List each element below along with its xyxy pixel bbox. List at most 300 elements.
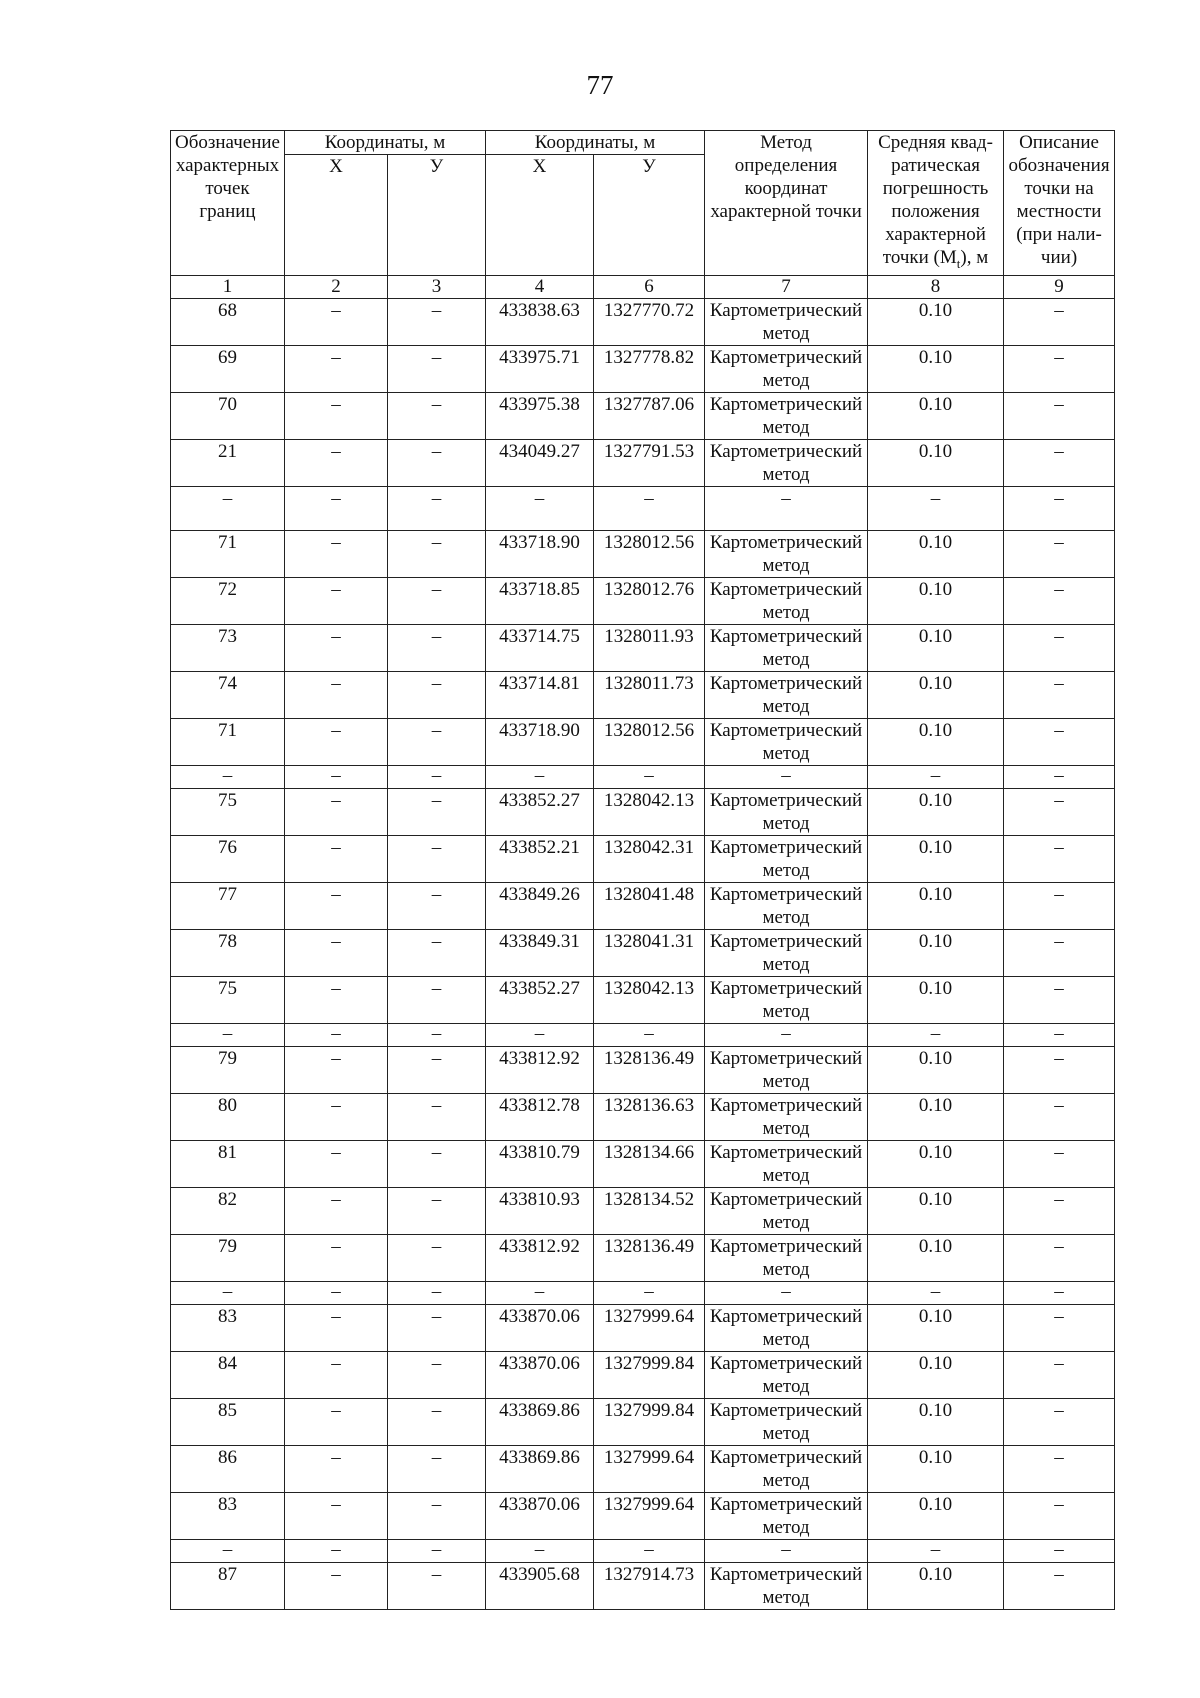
x1-cell: – (285, 486, 388, 530)
description-cell: – (1004, 765, 1115, 788)
point-number-cell: – (171, 486, 285, 530)
description-cell: – (1004, 1023, 1115, 1046)
x1-cell: – (285, 1539, 388, 1562)
x-coordinate-cell: 433838.63 (486, 298, 594, 345)
description-cell: – (1004, 1492, 1115, 1539)
description-cell: – (1004, 718, 1115, 765)
point-number-cell: 83 (171, 1304, 285, 1351)
table-row (171, 718, 1115, 765)
method-line: метод (762, 1000, 810, 1022)
method-line: метод (762, 1375, 810, 1397)
method-line: метод (762, 742, 810, 764)
header-description: Описание обозначения точки на местности (при нали- чии) (1004, 131, 1115, 276)
method-line: метод (762, 953, 810, 975)
accuracy-cell: 0.10 (868, 1140, 1004, 1187)
accuracy-cell: 0.10 (868, 298, 1004, 345)
y1-cell: – (388, 577, 486, 624)
description-cell: – (1004, 882, 1115, 929)
method-line: метод (762, 1586, 810, 1608)
point-number-cell: 79 (171, 1046, 285, 1093)
point-number-cell: – (171, 1281, 285, 1304)
y-coordinate-cell: 1327787.06 (594, 392, 705, 439)
point-number-cell: 75 (171, 976, 285, 1023)
y1-cell: – (388, 1023, 486, 1046)
method-line: Картометрический (709, 531, 863, 553)
x1-cell: – (285, 1398, 388, 1445)
header-x-1: Х (285, 155, 388, 276)
description-cell: – (1004, 439, 1115, 486)
description-cell: – (1004, 577, 1115, 624)
x-coordinate-cell: – (486, 765, 594, 788)
method-line: метод (762, 906, 810, 928)
y-coordinate-cell: 1327999.64 (594, 1445, 705, 1492)
x1-cell: – (285, 530, 388, 577)
accuracy-cell: – (868, 1539, 1004, 1562)
table-row (171, 1093, 1115, 1140)
y-coordinate-cell: 1328011.73 (594, 671, 705, 718)
y-coordinate-cell: 1328136.49 (594, 1234, 705, 1281)
x-coordinate-cell: 433975.38 (486, 392, 594, 439)
column-number: 6 (594, 275, 705, 298)
header-x-2: Х (486, 155, 594, 276)
method-line: Картометрический (709, 1399, 863, 1421)
method-cell (705, 345, 868, 392)
description-cell: – (1004, 298, 1115, 345)
column-number: 3 (388, 275, 486, 298)
point-number-cell: 70 (171, 392, 285, 439)
separator-row (171, 765, 1115, 788)
y1-cell: – (388, 1351, 486, 1398)
method-cell (705, 882, 868, 929)
table-body (171, 298, 1115, 1609)
point-number-cell: 69 (171, 345, 285, 392)
accuracy-cell: 0.10 (868, 1046, 1004, 1093)
x-coordinate-cell: 433810.93 (486, 1187, 594, 1234)
description-cell: – (1004, 392, 1115, 439)
x-coordinate-cell: 433870.06 (486, 1351, 594, 1398)
table-row (171, 298, 1115, 345)
y1-cell: – (388, 1492, 486, 1539)
method-line: Картометрический (709, 672, 863, 694)
point-number-cell: 79 (171, 1234, 285, 1281)
x1-cell: – (285, 1234, 388, 1281)
y1-cell: – (388, 345, 486, 392)
method-cell (705, 1351, 868, 1398)
point-number-cell: 86 (171, 1445, 285, 1492)
y-coordinate-cell: 1328012.76 (594, 577, 705, 624)
x-coordinate-cell: 434049.27 (486, 439, 594, 486)
y-coordinate-cell: 1328012.56 (594, 718, 705, 765)
x1-cell: – (285, 624, 388, 671)
table-row (171, 577, 1115, 624)
y1-cell: – (388, 1234, 486, 1281)
column-number: 9 (1004, 275, 1115, 298)
y-coordinate-cell: 1328042.31 (594, 835, 705, 882)
y-coordinate-cell: 1327914.73 (594, 1562, 705, 1609)
method-cell (705, 671, 868, 718)
column-number: 4 (486, 275, 594, 298)
y1-cell: – (388, 439, 486, 486)
x-coordinate-cell: 433812.92 (486, 1234, 594, 1281)
table-row (171, 392, 1115, 439)
method-line: Картометрический (709, 836, 863, 858)
y1-cell: – (388, 976, 486, 1023)
method-line: метод (762, 416, 810, 438)
method-cell (705, 624, 868, 671)
y-coordinate-cell: – (594, 1281, 705, 1304)
method-line: Картометрический (709, 346, 863, 368)
accuracy-cell: – (868, 765, 1004, 788)
table-row (171, 1187, 1115, 1234)
accuracy-cell: 0.10 (868, 1187, 1004, 1234)
table-row (171, 788, 1115, 835)
point-number-cell: 77 (171, 882, 285, 929)
header-accuracy: Средняя квад- ратическая погрешность положения характерной точки $(M_t)$, м (868, 131, 1004, 276)
point-number-cell: 21 (171, 439, 285, 486)
x1-cell: – (285, 1562, 388, 1609)
method-cell (705, 1445, 868, 1492)
method-line: метод (762, 1469, 810, 1491)
accuracy-cell: 0.10 (868, 718, 1004, 765)
method-cell (705, 1046, 868, 1093)
column-number: 7 (705, 275, 868, 298)
method-cell: – (705, 1023, 868, 1046)
y1-cell: – (388, 671, 486, 718)
x-coordinate-cell: 433714.81 (486, 671, 594, 718)
y1-cell: – (388, 298, 486, 345)
table-row (171, 1046, 1115, 1093)
method-line: Картометрический (709, 1188, 863, 1210)
y1-cell: – (388, 882, 486, 929)
separator-row (171, 486, 1115, 530)
point-number-cell: 72 (171, 577, 285, 624)
table-row (171, 1304, 1115, 1351)
column-number: 8 (868, 275, 1004, 298)
accuracy-cell: 0.10 (868, 1304, 1004, 1351)
x1-cell: – (285, 577, 388, 624)
method-cell (705, 1398, 868, 1445)
method-cell (705, 1492, 868, 1539)
y1-cell: – (388, 1539, 486, 1562)
x1-cell: – (285, 882, 388, 929)
method-cell: – (705, 486, 868, 530)
y-coordinate-cell: 1328041.31 (594, 929, 705, 976)
header-method: Метод определения координат характерной точки (705, 131, 868, 276)
y1-cell: – (388, 1304, 486, 1351)
x1-cell: – (285, 1093, 388, 1140)
method-cell: – (705, 765, 868, 788)
method-line: метод (762, 1328, 810, 1350)
y-coordinate-cell: 1327999.84 (594, 1351, 705, 1398)
point-number-cell: 71 (171, 530, 285, 577)
description-cell: – (1004, 1445, 1115, 1492)
table-row (171, 345, 1115, 392)
x-coordinate-cell: 433869.86 (486, 1398, 594, 1445)
method-cell (705, 1234, 868, 1281)
header-y-2: У (594, 155, 705, 276)
x-coordinate-cell: 433870.06 (486, 1492, 594, 1539)
y1-cell: – (388, 530, 486, 577)
x-coordinate-cell: 433718.90 (486, 718, 594, 765)
y1-cell: – (388, 624, 486, 671)
description-cell: – (1004, 976, 1115, 1023)
accuracy-cell: 0.10 (868, 530, 1004, 577)
method-line: Картометрический (709, 1305, 863, 1327)
method-line: метод (762, 859, 810, 881)
table-row (171, 1492, 1115, 1539)
y1-cell: – (388, 1562, 486, 1609)
table-row (171, 1234, 1115, 1281)
table-row (171, 1351, 1115, 1398)
y1-cell: – (388, 1445, 486, 1492)
table-row (171, 976, 1115, 1023)
x1-cell: – (285, 392, 388, 439)
accuracy-cell: 0.10 (868, 1562, 1004, 1609)
accuracy-cell: 0.10 (868, 976, 1004, 1023)
accuracy-cell: 0.10 (868, 1398, 1004, 1445)
method-cell (705, 530, 868, 577)
y1-cell: – (388, 788, 486, 835)
description-cell: – (1004, 788, 1115, 835)
point-number-cell: 85 (171, 1398, 285, 1445)
y-coordinate-cell: 1327791.53 (594, 439, 705, 486)
accuracy-cell: – (868, 1023, 1004, 1046)
point-number-cell: – (171, 765, 285, 788)
separator-row (171, 1281, 1115, 1304)
x1-cell: – (285, 1281, 388, 1304)
table-row (171, 530, 1115, 577)
method-cell (705, 577, 868, 624)
accuracy-cell: 0.10 (868, 1234, 1004, 1281)
point-number-cell: 78 (171, 929, 285, 976)
x1-cell: – (285, 1445, 388, 1492)
point-number-cell: 71 (171, 718, 285, 765)
method-line: Картометрический (709, 1563, 863, 1585)
point-number-cell: 68 (171, 298, 285, 345)
y-coordinate-cell: 1328136.63 (594, 1093, 705, 1140)
method-cell (705, 929, 868, 976)
y-coordinate-cell: 1327999.64 (594, 1304, 705, 1351)
method-line: метод (762, 648, 810, 670)
table-row (171, 835, 1115, 882)
point-number-cell: – (171, 1023, 285, 1046)
column-numbers-row (171, 275, 1115, 298)
point-number-cell: 87 (171, 1562, 285, 1609)
method-line: метод (762, 1117, 810, 1139)
accuracy-cell: – (868, 1281, 1004, 1304)
x-coordinate-cell: 433905.68 (486, 1562, 594, 1609)
accuracy-cell: – (868, 486, 1004, 530)
y1-cell: – (388, 718, 486, 765)
description-cell: – (1004, 345, 1115, 392)
table-row (171, 929, 1115, 976)
x1-cell: – (285, 835, 388, 882)
y-coordinate-cell: 1327999.84 (594, 1398, 705, 1445)
accuracy-cell: 0.10 (868, 439, 1004, 486)
y-coordinate-cell: – (594, 1539, 705, 1562)
description-cell: – (1004, 1046, 1115, 1093)
table-row (171, 1398, 1115, 1445)
description-cell: – (1004, 1398, 1115, 1445)
description-cell: – (1004, 1281, 1115, 1304)
x1-cell: – (285, 1351, 388, 1398)
y1-cell: – (388, 486, 486, 530)
x-coordinate-cell: 433718.85 (486, 577, 594, 624)
y1-cell: – (388, 392, 486, 439)
y1-cell: – (388, 1046, 486, 1093)
method-cell (705, 439, 868, 486)
method-line: метод (762, 1516, 810, 1538)
y1-cell: – (388, 929, 486, 976)
x-coordinate-cell: – (486, 1023, 594, 1046)
method-cell (705, 392, 868, 439)
description-cell: – (1004, 929, 1115, 976)
accuracy-cell: 0.10 (868, 345, 1004, 392)
method-line: Картометрический (709, 1493, 863, 1515)
accuracy-cell: 0.10 (868, 882, 1004, 929)
method-line: метод (762, 1211, 810, 1233)
point-number-cell: 75 (171, 788, 285, 835)
x-coordinate-cell: 433869.86 (486, 1445, 594, 1492)
method-line: метод (762, 1422, 810, 1444)
point-number-cell: 73 (171, 624, 285, 671)
y-coordinate-cell: 1327770.72 (594, 298, 705, 345)
y1-cell: – (388, 1093, 486, 1140)
accuracy-cell: 0.10 (868, 671, 1004, 718)
y1-cell: – (388, 1281, 486, 1304)
x-coordinate-cell: 433849.31 (486, 929, 594, 976)
column-number: 1 (171, 275, 285, 298)
method-line: метод (762, 1070, 810, 1092)
method-cell: – (705, 1281, 868, 1304)
y-coordinate-cell: 1327778.82 (594, 345, 705, 392)
table-row (171, 1445, 1115, 1492)
column-number: 2 (285, 275, 388, 298)
x-coordinate-cell: 433852.21 (486, 835, 594, 882)
y1-cell: – (388, 1398, 486, 1445)
method-cell (705, 835, 868, 882)
method-line: метод (762, 601, 810, 623)
table-header (171, 131, 1115, 299)
x-coordinate-cell: 433849.26 (486, 882, 594, 929)
table-row (171, 1562, 1115, 1609)
x1-cell: – (285, 929, 388, 976)
method-line: Картометрический (709, 789, 863, 811)
separator-row (171, 1023, 1115, 1046)
description-cell: – (1004, 835, 1115, 882)
method-line: Картометрический (709, 883, 863, 905)
method-line: Картометрический (709, 625, 863, 647)
x-coordinate-cell: 433718.90 (486, 530, 594, 577)
method-line: Картометрический (709, 719, 863, 741)
x1-cell: – (285, 976, 388, 1023)
description-cell: – (1004, 624, 1115, 671)
table-row (171, 1140, 1115, 1187)
y-coordinate-cell: 1328134.66 (594, 1140, 705, 1187)
method-line: метод (762, 695, 810, 717)
description-cell: – (1004, 1562, 1115, 1609)
method-line: метод (762, 322, 810, 344)
accuracy-cell: 0.10 (868, 624, 1004, 671)
x1-cell: – (285, 788, 388, 835)
x1-cell: – (285, 765, 388, 788)
method-cell (705, 788, 868, 835)
table-row (171, 624, 1115, 671)
x1-cell: – (285, 345, 388, 392)
accuracy-cell: 0.10 (868, 392, 1004, 439)
method-cell (705, 1562, 868, 1609)
y-coordinate-cell: – (594, 765, 705, 788)
method-line: Картометрический (709, 930, 863, 952)
y-coordinate-cell: 1328042.13 (594, 788, 705, 835)
point-number-cell: 83 (171, 1492, 285, 1539)
x-coordinate-cell: 433714.75 (486, 624, 594, 671)
y-coordinate-cell: 1327999.64 (594, 1492, 705, 1539)
header-y-1: У (388, 155, 486, 276)
method-line: метод (762, 812, 810, 834)
accuracy-cell: 0.10 (868, 835, 1004, 882)
y-coordinate-cell: – (594, 486, 705, 530)
x-coordinate-cell: – (486, 1539, 594, 1562)
y-coordinate-cell: 1328136.49 (594, 1046, 705, 1093)
method-line: метод (762, 369, 810, 391)
method-line: Картометрический (709, 440, 863, 462)
point-number-cell: 80 (171, 1093, 285, 1140)
method-line: метод (762, 1164, 810, 1186)
accuracy-cell: 0.10 (868, 788, 1004, 835)
x1-cell: – (285, 1187, 388, 1234)
description-cell: – (1004, 1539, 1115, 1562)
accuracy-cell: 0.10 (868, 1445, 1004, 1492)
accuracy-cell: 0.10 (868, 1351, 1004, 1398)
description-cell: – (1004, 1351, 1115, 1398)
method-line: Картометрический (709, 1094, 863, 1116)
point-number-cell: – (171, 1539, 285, 1562)
description-cell: – (1004, 1093, 1115, 1140)
point-number-cell: 74 (171, 671, 285, 718)
method-cell (705, 1093, 868, 1140)
x-coordinate-cell: – (486, 1281, 594, 1304)
method-cell (705, 298, 868, 345)
y1-cell: – (388, 1140, 486, 1187)
description-cell: – (1004, 530, 1115, 577)
point-number-cell: 84 (171, 1351, 285, 1398)
x-coordinate-cell: 433852.27 (486, 788, 594, 835)
method-line: Картометрический (709, 1141, 863, 1163)
point-number-cell: 82 (171, 1187, 285, 1234)
y1-cell: – (388, 765, 486, 788)
header-coordinates-group-2: Координаты, м (486, 131, 705, 155)
table-row (171, 882, 1115, 929)
y-coordinate-cell: 1328042.13 (594, 976, 705, 1023)
x1-cell: – (285, 1492, 388, 1539)
x1-cell: – (285, 1140, 388, 1187)
x-coordinate-cell: 433975.71 (486, 345, 594, 392)
x-coordinate-cell: – (486, 486, 594, 530)
description-cell: – (1004, 486, 1115, 530)
description-cell: – (1004, 671, 1115, 718)
description-cell: – (1004, 1304, 1115, 1351)
method-line: Картометрический (709, 1352, 863, 1374)
accuracy-cell: 0.10 (868, 1093, 1004, 1140)
point-number-cell: 76 (171, 835, 285, 882)
method-line: метод (762, 554, 810, 576)
separator-row (171, 1539, 1115, 1562)
header-point-designation: Обозначение характерных точек границ (171, 131, 285, 276)
y-coordinate-cell: 1328011.93 (594, 624, 705, 671)
table-row (171, 439, 1115, 486)
method-cell (705, 1304, 868, 1351)
